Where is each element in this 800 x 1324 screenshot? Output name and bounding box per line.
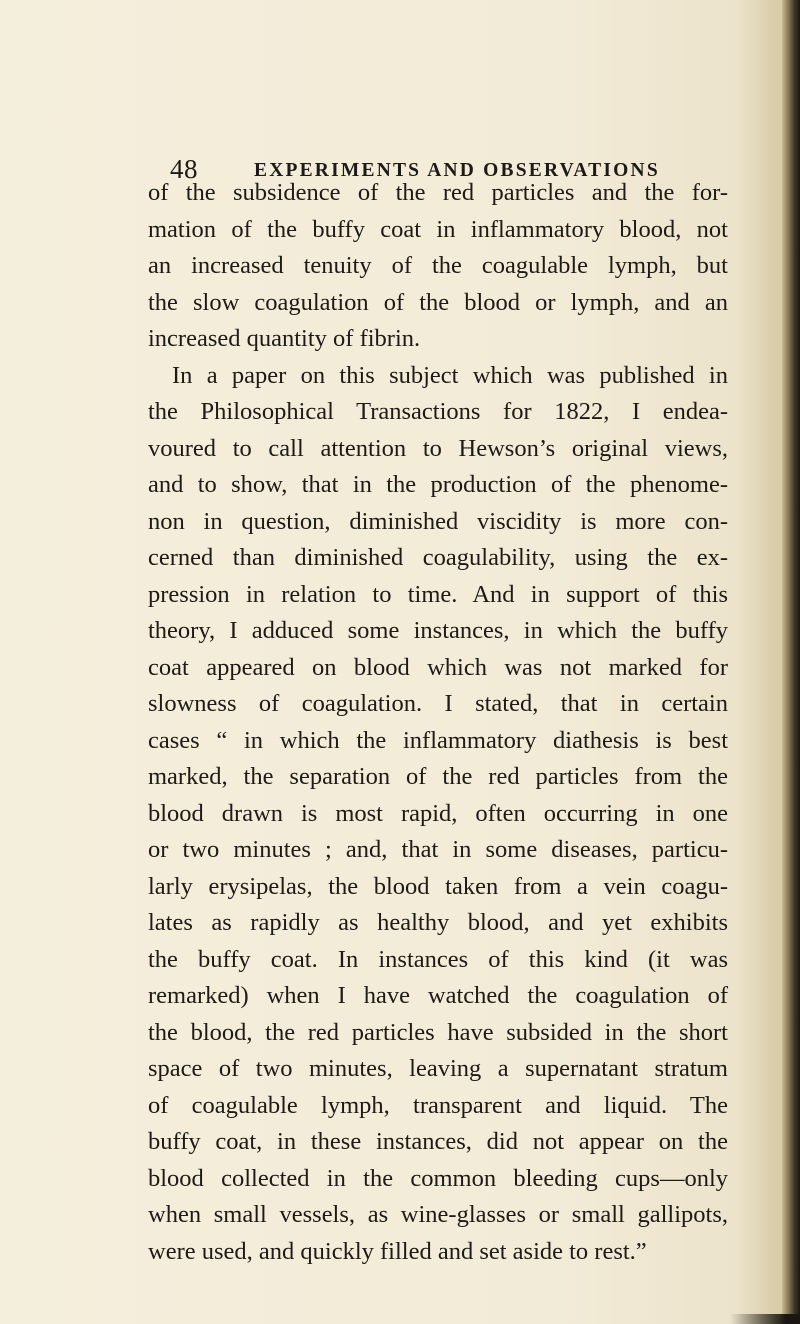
text-line: blood collected in the common bleeding cups—only bbox=[148, 1164, 728, 1192]
text-line: when small vessels, as wine-glasses or small gallipots, bbox=[148, 1201, 728, 1228]
text-line: theory, I adduced some instances, in which the buffy bbox=[148, 617, 728, 644]
book-spine-shadow-bottom bbox=[730, 1314, 800, 1324]
page-number: 48 bbox=[170, 154, 198, 184]
text-line: voured to call attention to Hewson’s original views, bbox=[148, 434, 728, 462]
text-line: or two minutes ; and, that in some diseases, particu- bbox=[148, 836, 728, 863]
text-line: cerned than diminished coagulability, using the ex- bbox=[148, 544, 728, 571]
text-line: coat appeared on blood which was not marked for bbox=[148, 653, 728, 681]
text-line: In a paper on this subject which was published in bbox=[172, 361, 728, 389]
text-line: buffy coat, in these instances, did not appear on the bbox=[148, 1128, 728, 1155]
text-line: the blood, the red particles have subsided in the short bbox=[148, 1018, 728, 1046]
text-line: increased quantity of fibrin. bbox=[148, 325, 421, 352]
text-line: marked, the separation of the red particles from the bbox=[148, 763, 728, 790]
text-line: mation of the buffy coat in inflammatory blood, not bbox=[148, 215, 728, 243]
text-line: the slow coagulation of the blood or lymph, and an bbox=[148, 288, 728, 316]
text-line: were used, and quickly filled and set aside to rest.” bbox=[148, 1237, 647, 1265]
text-line: cases “ in which the inflammatory diathesis is best bbox=[148, 726, 728, 754]
book-spine-shadow bbox=[782, 0, 800, 1324]
text-line: larly erysipelas, the blood taken from a vein coagu- bbox=[148, 872, 728, 900]
text-line: slowness of coagulation. I stated, that in certain bbox=[148, 690, 728, 717]
text-line: the Philosophical Transactions for 1822, I endea- bbox=[148, 398, 728, 425]
text-line: of coagulable lymph, transparent and liquid. The bbox=[148, 1091, 728, 1119]
text-line: and to show, that in the production of the phenome- bbox=[148, 471, 728, 498]
text-line: the buffy coat. In instances of this kind (it was bbox=[148, 945, 728, 973]
text-line: remarked) when I have watched the coagulation of bbox=[148, 982, 728, 1009]
text-line: lates as rapidly as healthy blood, and yet exhibits bbox=[148, 909, 728, 936]
running-head: EXPERIMENTS AND OBSERVATIONS bbox=[254, 160, 660, 181]
text-line: space of two minutes, leaving a supernatant stratum bbox=[148, 1055, 728, 1082]
text-line: of the subsidence of the red particles and the for- bbox=[148, 179, 728, 206]
body-text bbox=[148, 175, 728, 1270]
text-line: an increased tenuity of the coagulable lymph, but bbox=[148, 252, 728, 279]
text-line: pression in relation to time. And in support of this bbox=[148, 580, 728, 608]
text-line: non in question, diminished viscidity is more con- bbox=[148, 507, 728, 535]
text-line: blood drawn is most rapid, often occurring in one bbox=[148, 799, 728, 827]
